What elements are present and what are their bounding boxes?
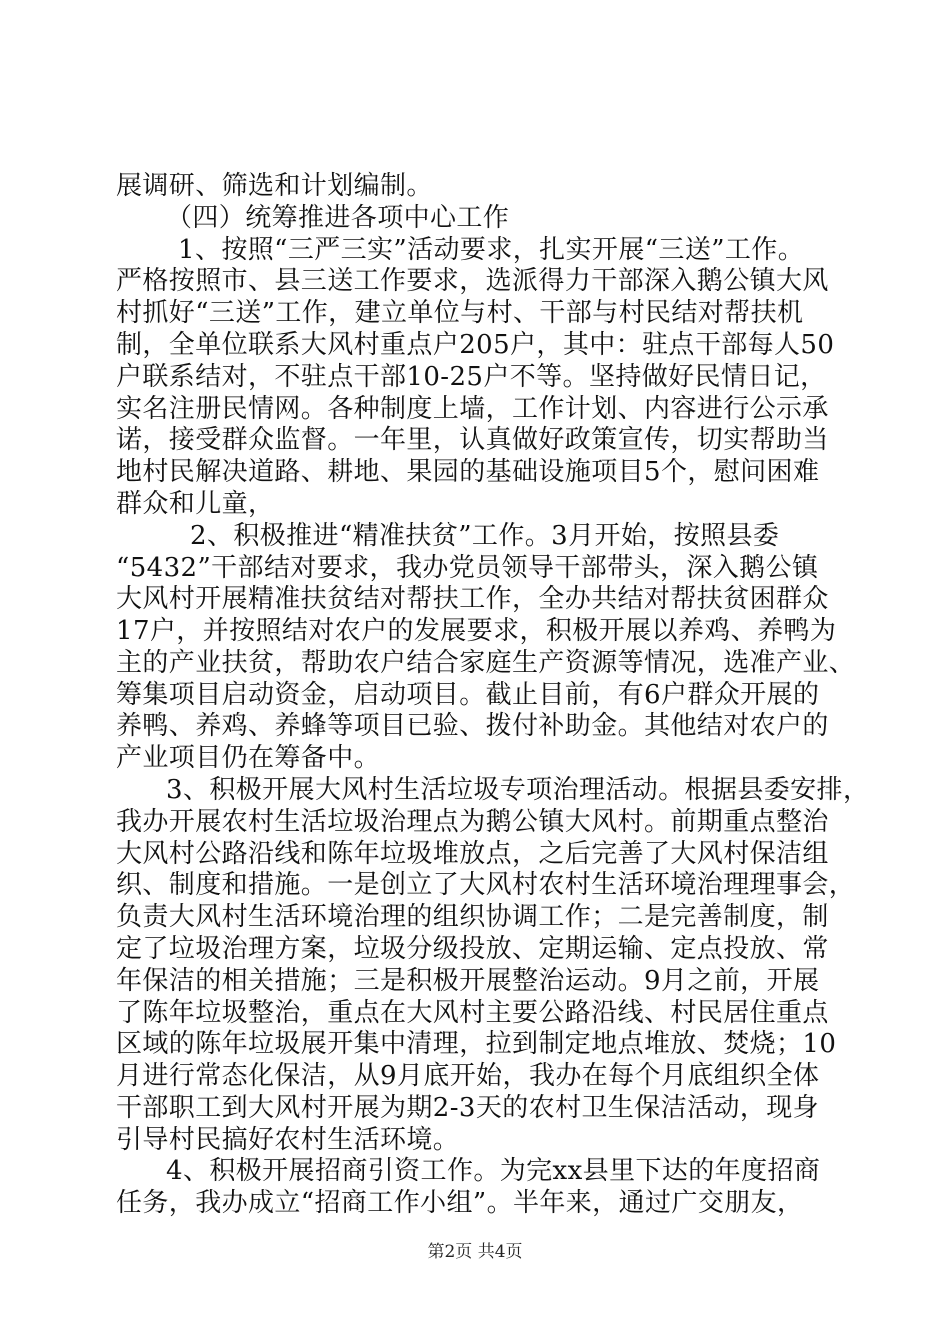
section-heading: （四）统筹推进各项中心工作 bbox=[166, 202, 510, 233]
text-line: 展调研、筛选和计划编制。 bbox=[116, 171, 433, 201]
text-line: 大风村开展精准扶贫结对帮扶工作，全办共结对帮扶贫困群众 bbox=[116, 584, 829, 615]
text-line: “5432”干部结对要求，我办党员领导干部带头，深入鹅公镇 bbox=[116, 552, 819, 583]
text-line: 村抓好“三送”工作，建立单位与村、干部与村民结对帮扶机 bbox=[116, 298, 804, 329]
page-footer: 第2页 共4页 bbox=[427, 1242, 523, 1262]
text-line: 17户，并按照结对农户的发展要求，积极开展以养鸡、养鸭为 bbox=[116, 616, 837, 646]
text-line: 户联系结对，不驻点干部10-25户不等。坚持做好民情日记， bbox=[116, 361, 827, 392]
text-line: 月进行常态化保洁，从9月底开始，我办在每个月底组织全体 bbox=[116, 1061, 820, 1092]
text-line: 1、按照“三严三实”活动要求，扎实开展“三送”工作。 bbox=[178, 234, 805, 265]
text-line: 引导村民搞好农村生活环境。 bbox=[116, 1124, 460, 1155]
text-line: 产业项目仍在筹备中。 bbox=[116, 743, 381, 774]
text-line: 了陈年垃圾整治，重点在大风村主要公路沿线、村民居住重点 bbox=[116, 997, 829, 1028]
text-line: 干部职工到大风村开展为期2-3天的农村卫生保洁活动，现身 bbox=[116, 1092, 820, 1123]
text-line: 群众和儿童， bbox=[116, 488, 275, 519]
text-line: 年保洁的相关措施；三是积极开展整治运动。9月之前，开展 bbox=[116, 965, 820, 996]
text-line: 2、积极推进“精准扶贫”工作。3月开始，按照县委 bbox=[190, 520, 780, 551]
text-line: 大风村公路沿线和陈年垃圾堆放点，之后完善了大风村保洁组 bbox=[116, 838, 829, 869]
text-line: 我办开展农村生活垃圾治理点为鹅公镇大风村。前期重点整治 bbox=[116, 806, 829, 837]
text-line: 区域的陈年垃圾展开集中清理，拉到制定地点堆放、焚烧；10 bbox=[116, 1029, 837, 1060]
text-line: 实名注册民情网。各种制度上墙，工作计划、内容进行公示承 bbox=[116, 393, 829, 424]
text-line: 3、积极开展大风村生活垃圾专项治理活动。根据县委安排， bbox=[166, 775, 870, 805]
text-line: 筹集项目启动资金，启动项目。截止目前，有6户群众开展的 bbox=[116, 679, 820, 710]
text-line: 制，全单位联系大风村重点户205户，其中：驻点干部每人50 bbox=[116, 329, 835, 360]
text-line: 主的产业扶贫，帮助农户结合家庭生产资源等情况，选准产业、 bbox=[116, 647, 856, 678]
text-line: 4、积极开展招商引资工作。为完xx县里下达的年度招商 bbox=[166, 1156, 821, 1187]
text-line: 织、制度和措施。一是创立了大风村农村生活环境治理理事会， bbox=[116, 870, 856, 901]
text-line: 任务，我办成立“招商工作小组”。半年来，通过广交朋友， bbox=[116, 1188, 804, 1219]
text-line: 定了垃圾治理方案，垃圾分级投放、定期运输、定点投放、常 bbox=[116, 933, 829, 964]
text-line: 诺，接受群众监督。一年里，认真做好政策宣传，切实帮助当 bbox=[116, 425, 829, 456]
text-line: 养鸭、养鸡、养蜂等项目已验、拨付补助金。其他结对农户的 bbox=[116, 711, 829, 742]
text-line: 负责大风村生活环境治理的组织协调工作；二是完善制度，制 bbox=[116, 902, 829, 933]
text-line: 严格按照市、县三送工作要求，选派得力干部深入鹅公镇大风 bbox=[116, 266, 829, 297]
text-line: 地村民解决道路、耕地、果园的基础设施项目5个，慰问困难 bbox=[116, 457, 820, 488]
